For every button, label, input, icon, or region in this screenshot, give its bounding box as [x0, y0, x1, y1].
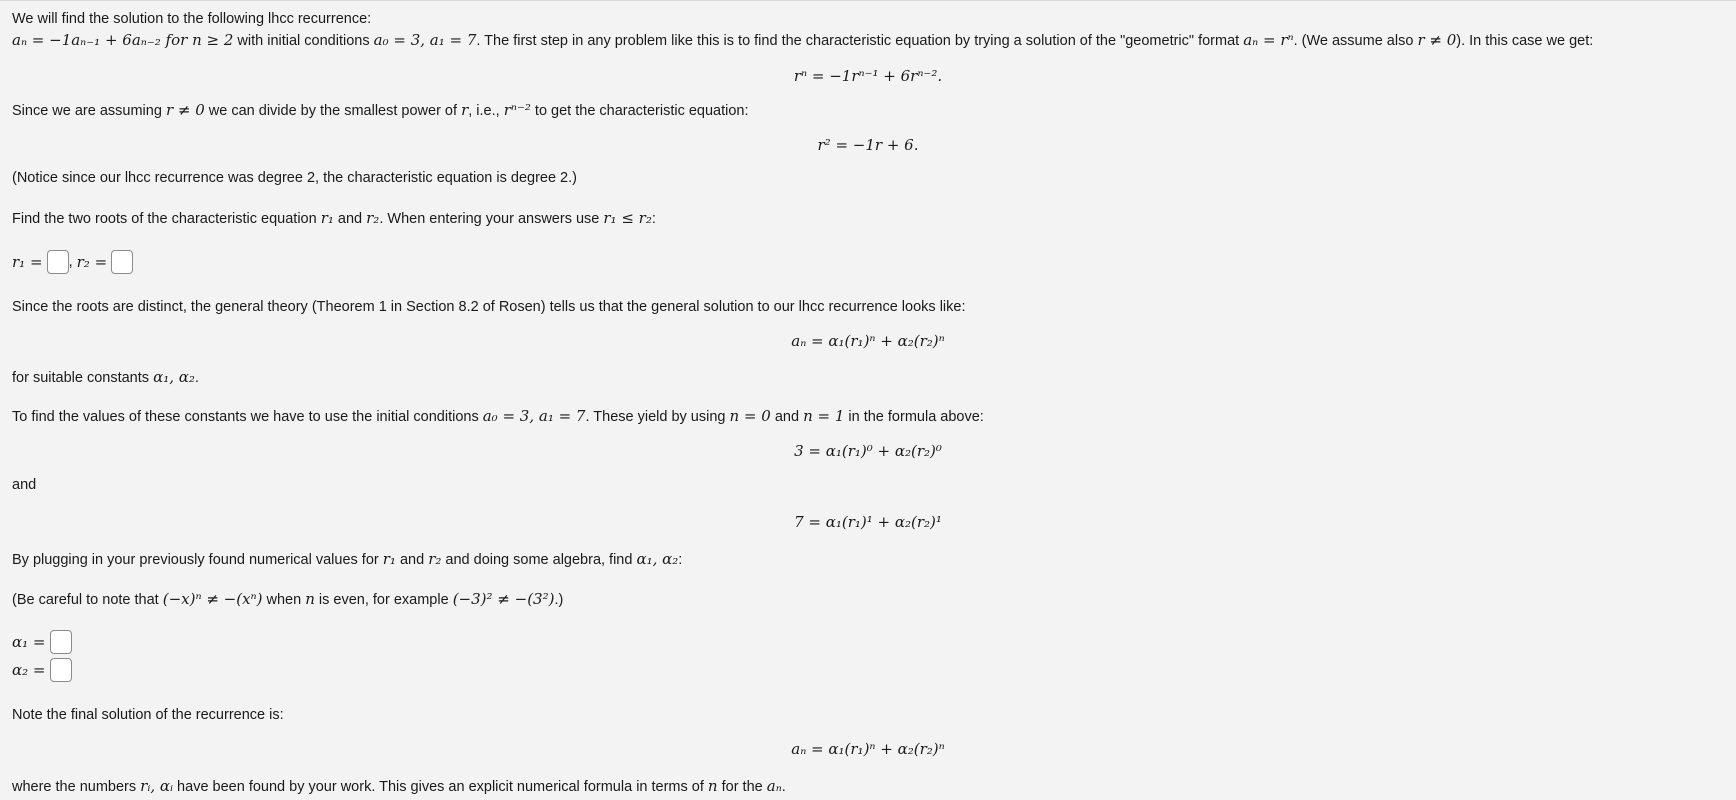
and-text: and: [12, 477, 37, 493]
divide-paragraph: Since we are assuming r ≠ 0 we can divide by the smallest power of r, i.e., rⁿ⁻² to get the characteristic equation:: [12, 101, 749, 119]
r1-input[interactable]: [47, 250, 69, 274]
r1-label: r₁ =: [12, 253, 43, 272]
closing-text: where the numbers rᵢ, αᵢ have been found by your work. This gives an explicit numerical formula in terms of n for the aₙ.: [12, 777, 786, 795]
alpha2-input[interactable]: [50, 658, 72, 682]
initial-condition-equation-0: 3 = α₁(r₁)⁰ + α₂(r₂)⁰: [794, 442, 942, 460]
geometric-equation: rⁿ = −1rⁿ⁻¹ + 6rⁿ⁻².: [793, 67, 943, 85]
suitable-constants-text: for suitable constants α₁, α₂.: [12, 368, 199, 386]
notice-text: (Notice since our lhcc recurrence was degree 2, the characteristic equation is degree 2.): [12, 170, 577, 186]
initial-conditions-text: To find the values of these constants we have to use the initial conditions a₀ = 3, a₁ = 7. These yield by using n = 0 and n = 1 in the formula above:: [12, 407, 984, 425]
recurrence-formula: aₙ = −1aₙ₋₁ + 6aₙ₋₂ for n ≥ 2: [12, 31, 234, 49]
top-divider: [0, 0, 1736, 1]
alpha1-label: α₁ =: [12, 633, 46, 652]
geometric-form: aₙ = rⁿ: [1243, 31, 1294, 49]
roots-prompt: Find the two roots of the characteristic equation r₁ and r₂. When entering your answers use r₁ ≤ r₂:: [12, 209, 656, 227]
alpha2-label: α₂ =: [12, 661, 46, 680]
roots-separator: ,: [68, 254, 73, 271]
characteristic-equation: r² = −1r + 6.: [817, 136, 919, 154]
roots-input-row: [12, 249, 133, 275]
alpha1-input[interactable]: [50, 630, 72, 654]
initial-condition-equation-1: 7 = α₁(r₁)¹ + α₂(r₂)¹: [794, 513, 942, 531]
alpha2-row: [12, 657, 72, 683]
r2-label: r₂ =: [76, 253, 108, 272]
recurrence-line: aₙ = −1aₙ₋₁ + 6aₙ₋₂ for n ≥ 2 with initial conditions a₀ = 3, a₁ = 7. The first step in any problem like this is to find the characteristic equation by trying a solution of the "geometric" format aₙ = rⁿ. (We assume also r ≠ 0). In this case we get:: [12, 31, 1594, 49]
general-solution-equation: aₙ = α₁(r₁)ⁿ + α₂(r₂)ⁿ: [791, 332, 945, 350]
alpha1-row: [12, 629, 72, 655]
careful-note: (Be careful to note that (−x)ⁿ ≠ −(xⁿ) when n is even, for example (−3)² ≠ −(3²).): [12, 590, 564, 608]
general-theory-text: Since the roots are distinct, the general theory (Theorem 1 in Section 8.2 of Rosen) tells us that the general solution to our lhcc recurrence looks like:: [12, 299, 966, 315]
final-solution-equation: aₙ = α₁(r₁)ⁿ + α₂(r₂)ⁿ: [791, 740, 945, 758]
initial-conditions: a₀ = 3, a₁ = 7: [373, 31, 477, 49]
plugging-text: By plugging in your previously found numerical values for r₁ and r₂ and doing some algebra, find α₁, α₂:: [12, 550, 683, 568]
intro-line: We will find the solution to the following lhcc recurrence:: [12, 11, 372, 27]
final-note: Note the final solution of the recurrence is:: [12, 707, 284, 723]
r2-input[interactable]: [111, 250, 133, 274]
